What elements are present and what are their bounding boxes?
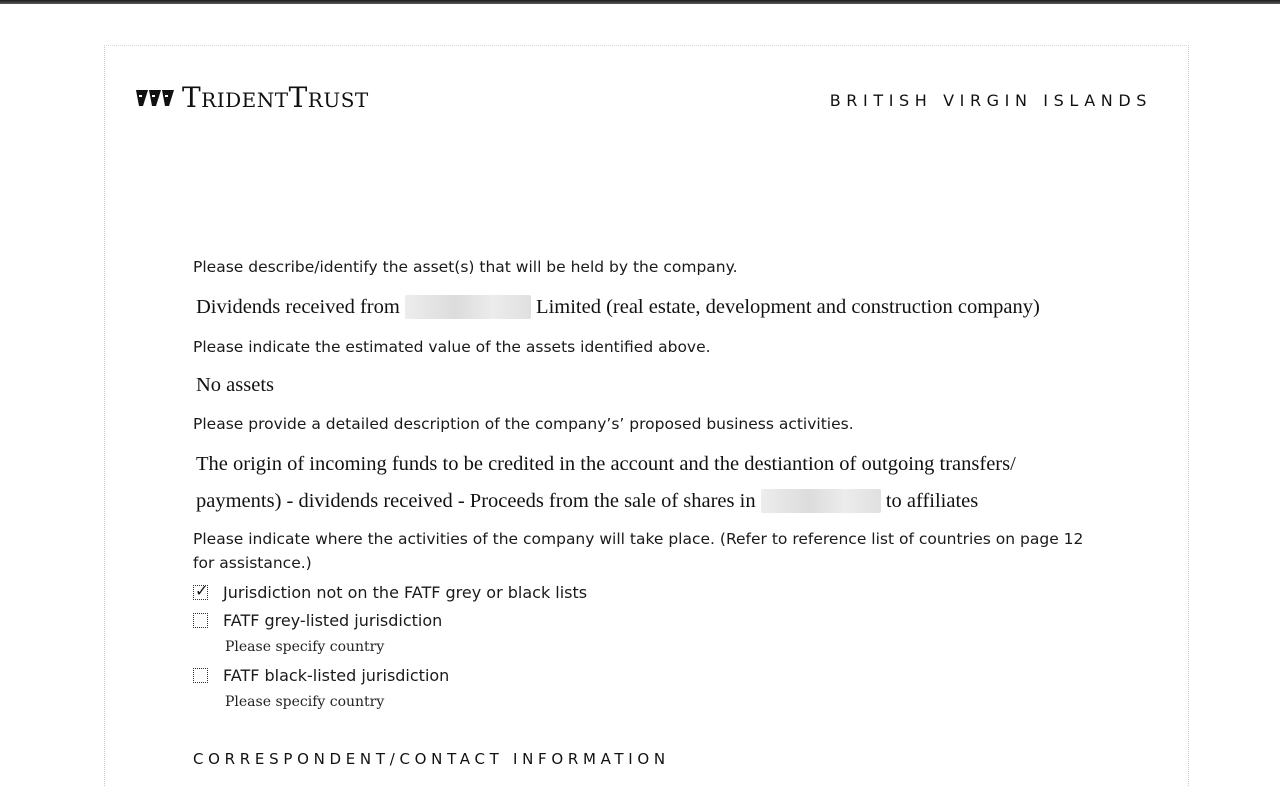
redacted-company-name: [405, 295, 531, 319]
check-icon: ✓: [195, 581, 209, 600]
activities-answer-line2-start: payments) - dividends received - Proceeds from the sale of shares in: [196, 490, 756, 512]
assets-answer-start: Dividends received from: [196, 296, 400, 318]
value-question: Please indicate the estimated value of the assets identified above.: [193, 338, 711, 356]
option-fatf-grey-listed[interactable]: [193, 611, 442, 630]
top-edge-bar: [0, 0, 1280, 4]
brand-name: TridentTrust: [182, 81, 369, 114]
trident-trust-logo: [136, 81, 369, 114]
option-label: FATF grey-listed jurisdiction: [223, 611, 443, 630]
assets-question: Please describe/identify the asset(s) that will be held by the company.: [193, 258, 738, 276]
location-question-line1: Please indicate where the activities of the company will take place. (Refer to reference list of countries on page 12: [193, 530, 1084, 548]
checkbox-checked[interactable]: [193, 581, 209, 600]
trident-logo-icon: [136, 87, 174, 109]
activities-question: Please provide a detailed description of the company’s’ proposed business activities.: [193, 415, 854, 433]
assets-answer-end: Limited (real estate, development and construction company): [536, 296, 1040, 318]
redacted-entity-name: [761, 489, 881, 513]
option-fatf-black-listed[interactable]: [193, 666, 449, 685]
checkbox-unchecked[interactable]: [193, 613, 208, 628]
activities-answer-line1: The origin of incoming funds to be credited in the account and the destiantion of outgoing transfers/: [196, 453, 1016, 475]
value-answer: No assets: [196, 374, 275, 396]
option-not-on-fatf-lists[interactable]: [193, 583, 587, 602]
assets-answer: [196, 295, 1040, 319]
black-specify-country-label: Please specify country: [225, 694, 385, 710]
grey-specify-country-label: Please specify country: [225, 639, 385, 655]
location-question-line2: for assistance.): [193, 554, 312, 572]
region-heading: BRITISH VIRGIN ISLANDS: [829, 91, 1152, 110]
option-label: FATF black-listed jurisdiction: [223, 666, 450, 685]
section-heading-contact-info: CORRESPONDENT/CONTACT INFORMATION: [193, 750, 670, 768]
activities-answer-line2: [196, 489, 978, 513]
option-label: Jurisdiction not on the FATF grey or black lists: [223, 583, 588, 602]
activities-answer-line2-end: to affiliates: [885, 490, 979, 512]
checkbox-unchecked[interactable]: [193, 668, 208, 683]
